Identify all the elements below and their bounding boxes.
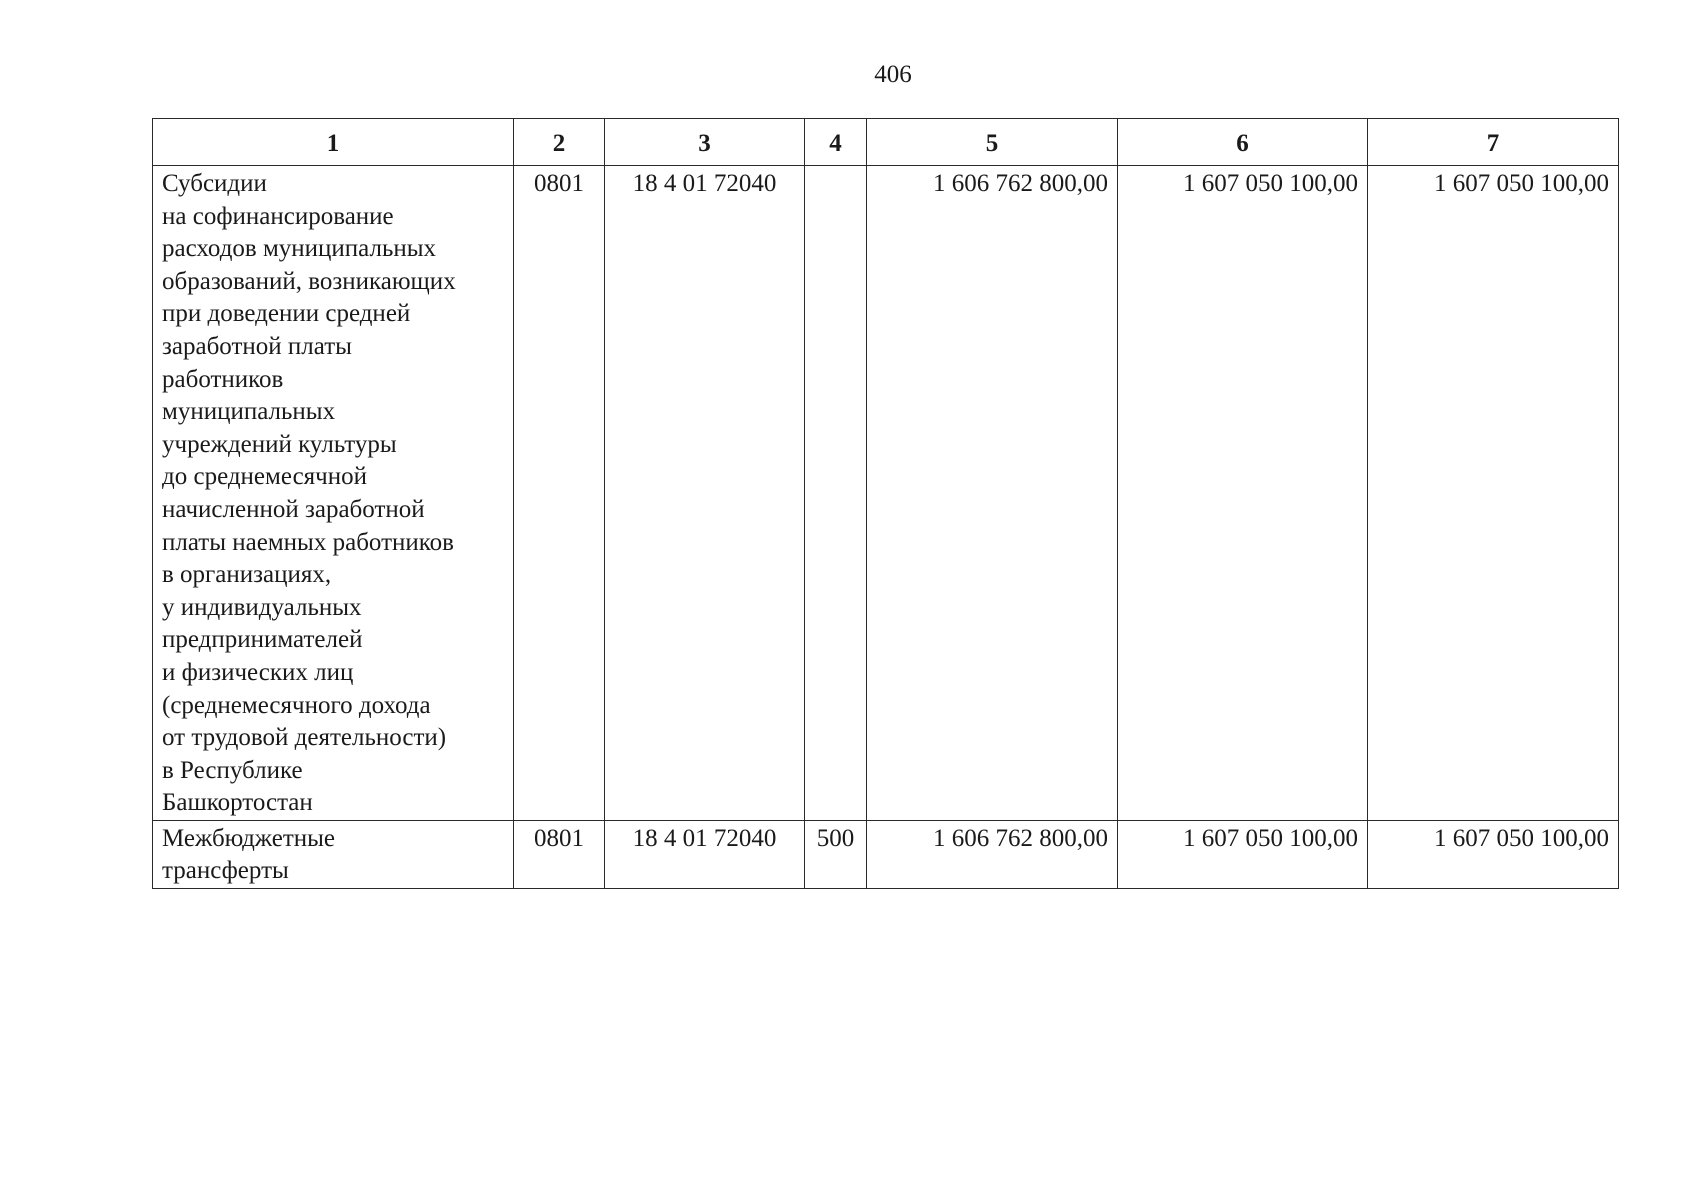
name-line: от трудовой деятельности): [162, 724, 447, 752]
name-line: начисленной заработной: [162, 495, 425, 523]
target-code-cell: 18 4 01 72040: [605, 820, 805, 888]
amount-year-2-cell: 1 607 050 100,00: [1118, 166, 1368, 821]
name-line: у индивидуальных: [162, 593, 362, 621]
amount-year-2-cell: 1 607 050 100,00: [1118, 820, 1368, 888]
name-line: на софинансирование: [162, 202, 394, 230]
column-header-1: 1: [153, 119, 514, 166]
column-header-2: 2: [514, 119, 605, 166]
name-line: в Республике: [162, 756, 303, 784]
row-name-cell: [153, 166, 514, 821]
name-line: образований, возникающих: [162, 267, 456, 295]
amount-year-3-cell: 1 607 050 100,00: [1368, 166, 1619, 821]
section-code-cell: 0801: [514, 166, 605, 821]
amount-year-1-cell: 1 606 762 800,00: [867, 820, 1118, 888]
name-line: и физических лиц: [162, 658, 354, 686]
name-line: при доведении средней: [162, 300, 411, 328]
page-number: 406: [874, 61, 912, 88]
column-header-4: 4: [805, 119, 867, 166]
name-line: трансферты: [162, 857, 289, 885]
row-name-cell: [153, 820, 514, 888]
column-header-6: 6: [1118, 119, 1368, 166]
column-header-7: 7: [1368, 119, 1619, 166]
amount-year-1-cell: 1 606 762 800,00: [867, 166, 1118, 821]
section-code-cell: 0801: [514, 820, 605, 888]
target-code-cell: 18 4 01 72040: [605, 166, 805, 821]
table-row: [153, 820, 1619, 888]
header-row: [153, 119, 1619, 166]
name-line: заработной платы: [162, 332, 352, 360]
amount-year-3-cell: 1 607 050 100,00: [1368, 820, 1619, 888]
name-line: в организациях,: [162, 561, 332, 589]
column-header-3: 3: [605, 119, 805, 166]
table-row: [153, 166, 1619, 821]
name-line: работников: [162, 365, 284, 393]
name-line: предпринимателей: [162, 626, 363, 654]
name-line: Башкортостан: [162, 789, 313, 817]
name-line: расходов муниципальных: [162, 235, 437, 263]
column-header-5: 5: [867, 119, 1118, 166]
name-line: Субсидии: [162, 170, 267, 197]
budget-table: [152, 118, 1619, 889]
expense-type-cell: 500: [805, 820, 867, 888]
name-line: (среднемесячного дохода: [162, 691, 431, 719]
name-line: учреждений культуры: [162, 430, 397, 458]
name-line: до среднемесячной: [162, 463, 367, 491]
name-line: Межбюджетные: [162, 824, 336, 852]
name-line: муниципальных: [162, 398, 336, 426]
name-line: платы наемных работников: [162, 528, 454, 556]
expense-type-cell: [805, 166, 867, 821]
